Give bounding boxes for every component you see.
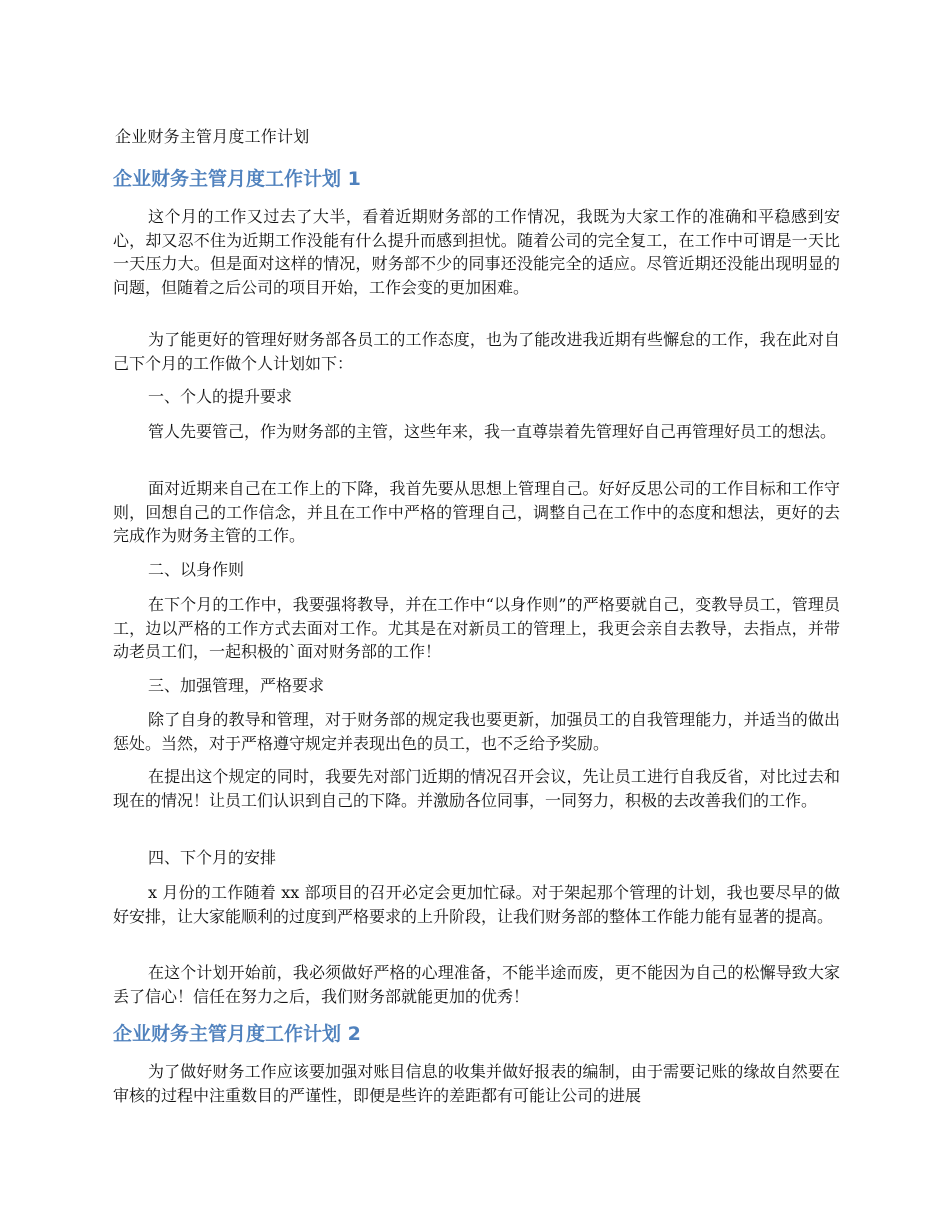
subheading: 二、以身作则 <box>148 560 245 579</box>
paragraph: 这个月的工作又过去了大半，看着近期财务部的工作情况，我既为大家工作的准确和平稳感到安心，却又忍不住为近期工作没能有什么提升而感到担忧。随着公司的完全复工，在工作中可谓是一天比一天压力大。但是面对这样的情况，财务部不少的同事还没能完全的适应。尽管近期还没能出现明显的问题，但随着之后公司的项目开始，工作会变的更加困难。 <box>113 207 840 297</box>
paragraph: 为了做好财务工作应该要加强对账目信息的收集并做好报表的编制，由于需要记账的缘故自然要在审核的过程中注重数目的严谨性，即便是些许的差距都有可能让公司的进展 <box>113 1062 840 1105</box>
paragraph: 面对近期来自己在工作上的下降，我首先要从思想上管理自己。好好反思公司的工作目标和工作守则，回想自己的工作信念，并且在工作中严格的管理自己，调整自己在工作中的态度和想法，更好的去完成作为财务主管的工作。 <box>113 479 840 545</box>
document-title: 企业财务主管月度工作计划 <box>115 127 310 146</box>
paragraph: 在提出这个规定的同时，我要先对部门近期的情况召开会议，先让员工进行自我反省，对比过去和现在的情况！让员工们认识到自己的下降。并激励各位同事，一同努力，积极的去改善我们的工作。 <box>113 767 840 810</box>
paragraph: 在这个计划开始前，我必须做好严格的心理准备，不能半途而废，更不能因为自己的松懈导致大家丢了信心！信任在努力之后，我们财务部就能更加的优秀！ <box>113 963 840 1006</box>
paragraph: 管人先要管己，作为财务部的主管，这些年来，我一直尊崇着先管理好自己再管理好员工的想法。 <box>148 422 837 441</box>
paragraph: 除了自身的教导和管理，对于财务部的规定我也要更新，加强员工的自我管理能力，并适当的做出惩处。当然，对于严格遵守规定并表现出色的员工，也不乏给予奖励。 <box>113 710 840 753</box>
section-heading-1: 企业财务主管月度工作计划 1 <box>113 168 361 190</box>
paragraph: x 月份的工作随着 xx 部项目的召开必定会更加忙碌。对于架起那个管理的计划，我也要尽早的做好安排，让大家能顺利的过度到严格要求的上升阶段，让我们财务部的整体工作能力能有显著的提高。 <box>113 883 840 926</box>
paragraph: 为了能更好的管理好财务部各员工的工作态度，也为了能改进我近期有些懈怠的工作，我在此对自己下个月的工作做个人计划如下： <box>113 330 840 373</box>
subheading: 三、加强管理，严格要求 <box>148 676 325 695</box>
paragraph: 在下个月的工作中，我要强将教导，并在工作中“以身作则”的严格要就自己，变教导员工，管理员工，边以严格的工作方式去面对工作。尤其是在对新员工的管理上，我更会亲自去教导，去指点，并带动老员工们，一起积极的`面对财务部的工作！ <box>113 595 840 661</box>
subheading: 四、下个月的安排 <box>148 848 277 867</box>
subheading: 一、个人的提升要求 <box>148 387 293 406</box>
section-heading-2: 企业财务主管月度工作计划 2 <box>113 1023 361 1045</box>
